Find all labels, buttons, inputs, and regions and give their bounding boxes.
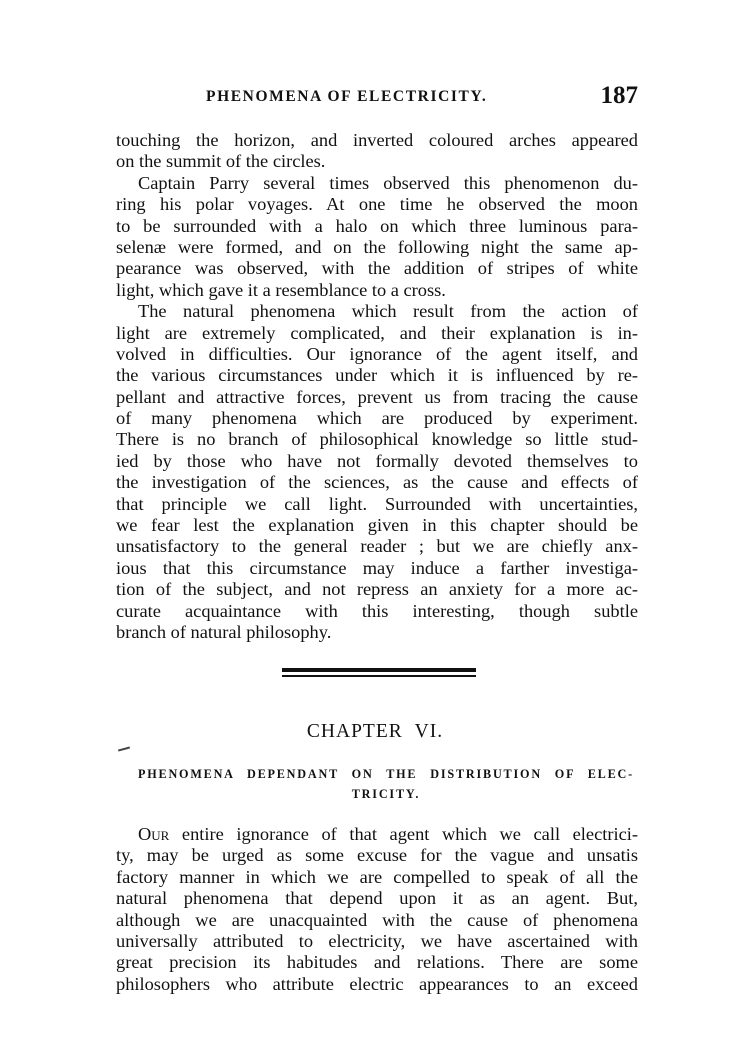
- text-line: to be surrounded with a halo on which three luminous para-: [116, 215, 638, 236]
- text-line: philosophers who attribute electric appearances to an exceed: [116, 973, 638, 994]
- subtitle-line: TRICITY.: [351, 787, 421, 801]
- chapter-body-text: [116, 824, 638, 995]
- ink-mark: [118, 746, 130, 751]
- text-line: factory manner in which we are compelled to speak of all the: [116, 866, 638, 887]
- text-line: The natural phenomena which result from the action of: [138, 301, 638, 322]
- text-line: that principle we call light. Surrounded with uncertainties,: [116, 493, 638, 514]
- text-line: we fear lest the explanation given in this chapter should be: [116, 515, 638, 536]
- chapter-heading: [0, 721, 750, 743]
- text-line-first: [116, 824, 638, 845]
- text-line: selenæ were formed, and on the following night the same ap-: [116, 236, 638, 257]
- chapter-number: VI.: [414, 721, 444, 742]
- page-number: 187: [600, 82, 638, 109]
- text-line: although we are unacquainted with the cause of phenomena: [116, 909, 638, 930]
- text-line: curate acquaintance with this interesting, though subtle: [116, 600, 638, 621]
- text-line: on the summit of the circles.: [116, 151, 326, 172]
- running-head: [118, 82, 638, 112]
- running-title: PHENOMENA OF ELECTRICITY.: [206, 88, 488, 105]
- text-line: the investigation of the sciences, as the cause and effects of: [116, 472, 638, 493]
- text-line: natural phenomena that depend upon it as an agent. But,: [116, 888, 638, 909]
- text-line: tion of the subject, and not repress an anxiety for a more ac-: [116, 579, 638, 600]
- text-line: pellant and attractive forces, prevent us from tracing the cause: [116, 386, 638, 407]
- subtitle-line: PHENOMENA DEPENDANT ON THE DISTRIBUTION OF ELEC-: [138, 767, 634, 781]
- text-line: ty, may be urged as some excuse for the vague and unsatis: [116, 845, 638, 866]
- text-line: Captain Parry several times observed this phenomenon du-: [138, 172, 638, 193]
- text-line: universally attributed to electricity, we have ascertained with: [116, 930, 638, 951]
- body-text-continued: [116, 130, 638, 643]
- text-line: pearance was observed, with the addition of stripes of white: [116, 258, 638, 279]
- lead-word: Our: [138, 824, 170, 844]
- text-line: ious that this circumstance may induce a farther investiga-: [116, 557, 638, 578]
- section-divider-rule: [282, 668, 476, 680]
- text-line: volved in difficulties. Our ignorance of the agent itself, and: [116, 343, 638, 364]
- text-line: ied by those who have not formally devoted themselves to: [116, 450, 638, 471]
- text-line: unsatisfactory to the general reader ; but we are chiefly anx-: [116, 536, 638, 557]
- text-line: great precision its habitudes and relations. There are some: [116, 952, 638, 973]
- text-line: light are extremely complicated, and their explanation is in-: [116, 322, 638, 343]
- first-line-rest: entire ignorance of that agent which we call electrici-: [169, 824, 638, 844]
- text-line: touching the horizon, and inverted coloured arches appeared: [116, 130, 638, 150]
- chapter-label: CHAPTER: [306, 721, 403, 742]
- text-line: ring his polar voyages. At one time he observed the moon: [116, 194, 638, 215]
- text-line: branch of natural philosophy.: [116, 621, 332, 642]
- text-line: the various circumstances under which it is influenced by re-: [116, 365, 638, 386]
- divider-thick-line: [282, 668, 476, 672]
- chapter-subtitle: [138, 764, 634, 804]
- text-line: There is no branch of philosophical knowledge so little stud-: [116, 429, 638, 450]
- divider-thin-line: [282, 675, 476, 677]
- text-line: of many phenomena which are produced by experiment.: [116, 408, 638, 429]
- text-line: light, which gave it a resemblance to a cross.: [116, 279, 446, 300]
